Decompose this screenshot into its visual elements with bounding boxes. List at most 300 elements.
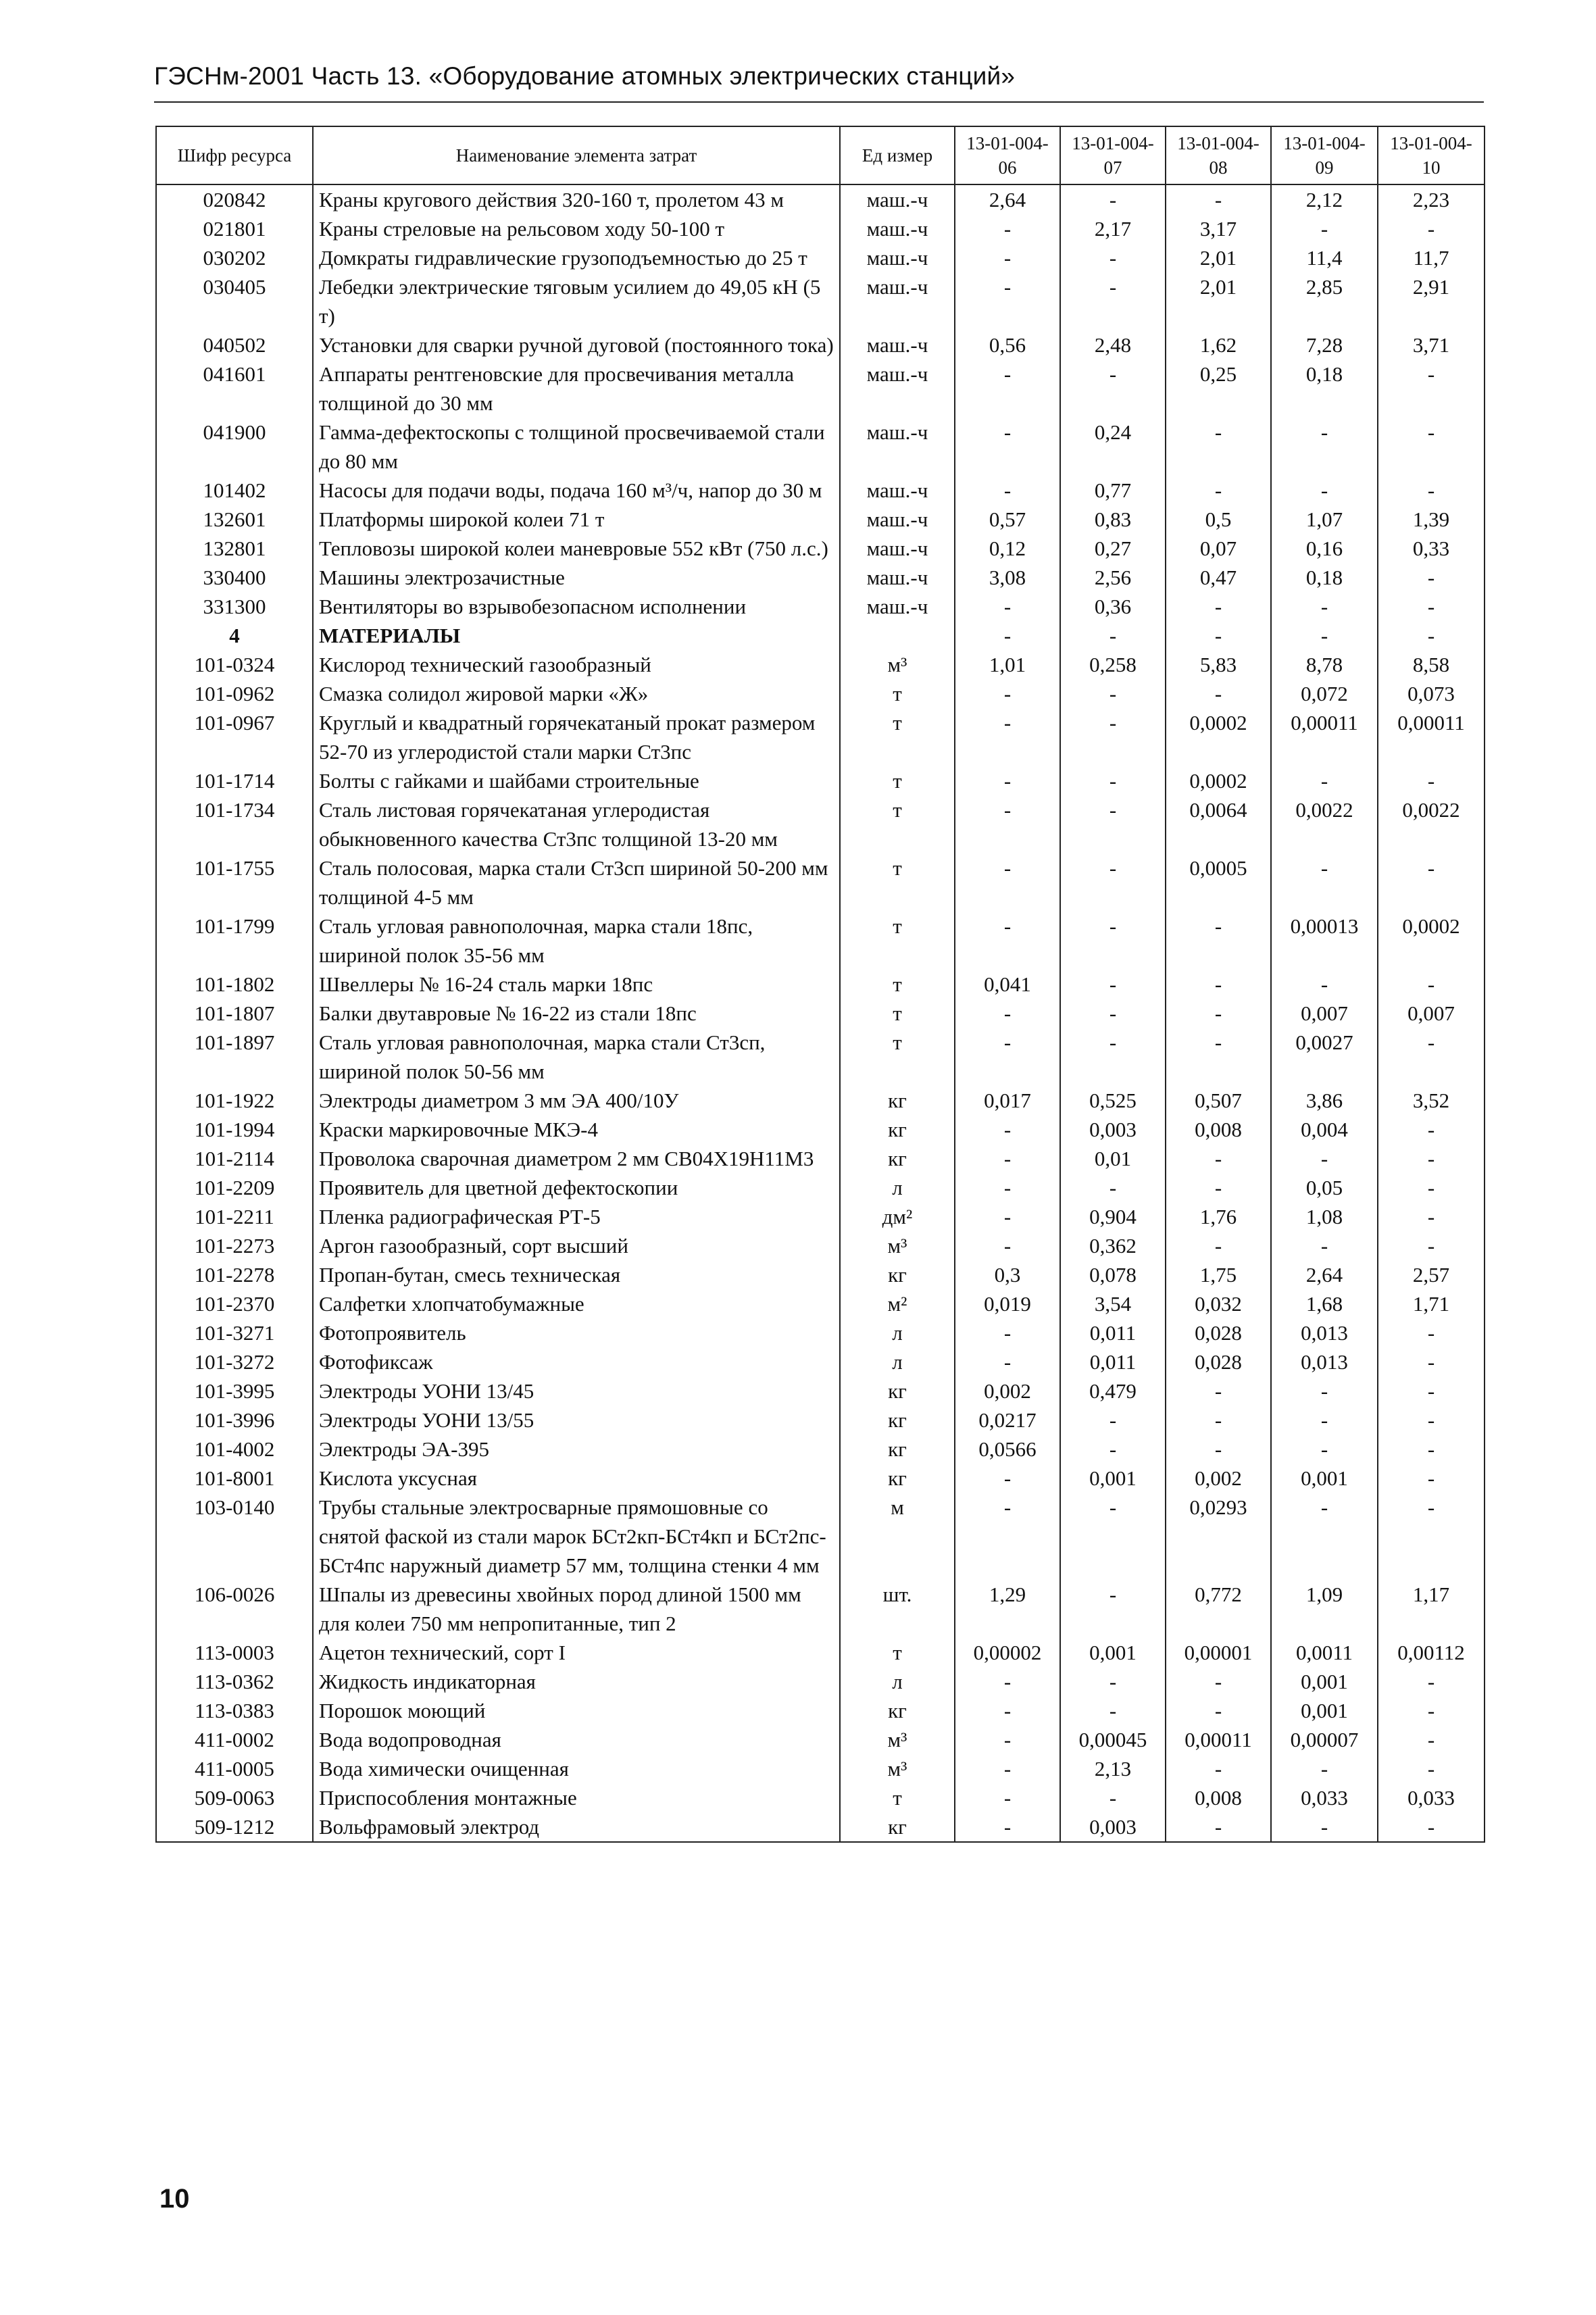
table-row (156, 1638, 1485, 1667)
norm-value: - (1060, 1173, 1166, 1202)
norm-value: 2,91 (1378, 272, 1485, 330)
resource-code: 101-1734 (156, 795, 313, 853)
resource-code: 101-1897 (156, 1028, 313, 1086)
norm-value: 0,00045 (1060, 1725, 1166, 1754)
resource-code: 101-2209 (156, 1173, 313, 1202)
resource-name: Машины электрозачистные (313, 563, 840, 592)
resource-name: Вольфрамовый электрод (313, 1812, 840, 1842)
norm-value: - (955, 214, 1060, 243)
table-row (156, 1812, 1485, 1842)
resource-code: 101-1802 (156, 970, 313, 999)
table-row (156, 534, 1485, 563)
resource-code: 509-0063 (156, 1783, 313, 1812)
norm-value: 0,5 (1166, 505, 1271, 534)
norm-value: - (955, 1464, 1060, 1493)
resource-unit: маш.-ч (840, 592, 955, 621)
norm-value: 0,16 (1271, 534, 1378, 563)
norm-value: 0,00013 (1271, 912, 1378, 970)
norm-value: - (1378, 592, 1485, 621)
norm-value: 0,07 (1166, 534, 1271, 563)
resource-code: 101-2114 (156, 1144, 313, 1173)
resource-name: Сталь листовая горячекатаная углеродистая обыкновенного качества Ст3пс толщиной 13-20 мм (313, 795, 840, 853)
resource-unit: м³ (840, 1725, 955, 1754)
resource-name: Насосы для подачи воды, подача 160 м³/ч, напор до 30 м (313, 476, 840, 505)
norm-value: - (955, 999, 1060, 1028)
norm-value: 2,48 (1060, 330, 1166, 359)
table-row (156, 563, 1485, 592)
table-row (156, 1347, 1485, 1376)
resource-unit: т (840, 766, 955, 795)
norm-value: - (955, 243, 1060, 272)
column-header-004-08: 13-01-004-08 (1166, 126, 1271, 184)
norm-value: - (955, 1028, 1060, 1086)
norm-value: 0,028 (1166, 1318, 1271, 1347)
norm-value: 1,07 (1271, 505, 1378, 534)
norm-value: 2,01 (1166, 272, 1271, 330)
norm-value: - (1271, 1231, 1378, 1260)
table-row (156, 1173, 1485, 1202)
column-header-004-09: 13-01-004-09 (1271, 126, 1378, 184)
norm-value: - (1378, 1405, 1485, 1435)
table-row (156, 766, 1485, 795)
norm-value: 0,00011 (1271, 708, 1378, 766)
table-row (156, 853, 1485, 912)
norm-value: - (955, 1493, 1060, 1580)
norm-value: 0,01 (1060, 1144, 1166, 1173)
norm-value: 0,0293 (1166, 1493, 1271, 1580)
norm-value: - (1378, 1464, 1485, 1493)
norm-value: - (1060, 1696, 1166, 1725)
norm-value: - (1166, 679, 1271, 708)
resource-unit: л (840, 1347, 955, 1376)
norm-value: 2,85 (1271, 272, 1378, 330)
norm-value: - (1271, 1405, 1378, 1435)
norm-value: 0,003 (1060, 1115, 1166, 1144)
resource-unit: т (840, 970, 955, 999)
resource-name: Жидкость индикаторная (313, 1667, 840, 1696)
norm-value: - (955, 1783, 1060, 1812)
norm-value: 0,00011 (1378, 708, 1485, 766)
norm-value: 0,0566 (955, 1435, 1060, 1464)
table-row (156, 1435, 1485, 1464)
norm-value: - (1271, 1144, 1378, 1173)
resource-code: 040502 (156, 330, 313, 359)
resource-code: 101402 (156, 476, 313, 505)
resource-name: Аргон газообразный, сорт высший (313, 1231, 840, 1260)
norm-value: 1,62 (1166, 330, 1271, 359)
norm-value: - (1166, 184, 1271, 214)
norm-value: - (1166, 418, 1271, 476)
norm-value: 0,001 (1271, 1464, 1378, 1493)
table-row (156, 650, 1485, 679)
norm-value: - (955, 1696, 1060, 1725)
resource-code: 103-0140 (156, 1493, 313, 1580)
table-row (156, 912, 1485, 970)
norm-value: 0,033 (1271, 1783, 1378, 1812)
norm-value: - (1060, 1028, 1166, 1086)
norm-value: 0,001 (1060, 1464, 1166, 1493)
resource-code: 113-0362 (156, 1667, 313, 1696)
table-row (156, 243, 1485, 272)
table-row (156, 1115, 1485, 1144)
norm-value: - (1378, 1202, 1485, 1231)
page-number: 10 (159, 2184, 190, 2214)
resource-name: Проволока сварочная диаметром 2 мм СВ04Х19Н11М3 (313, 1144, 840, 1173)
norm-value: 1,68 (1271, 1289, 1378, 1318)
norm-value: 3,17 (1166, 214, 1271, 243)
resource-code: 101-2211 (156, 1202, 313, 1231)
resource-unit: т (840, 1638, 955, 1667)
norm-value: - (955, 418, 1060, 476)
norm-value: - (1378, 1231, 1485, 1260)
norm-value: - (1378, 766, 1485, 795)
norm-value: 0,008 (1166, 1783, 1271, 1812)
table-row (156, 359, 1485, 418)
table-row (156, 1696, 1485, 1725)
resource-name: Трубы стальные электросварные прямошовные со снятой фаской из стали марок БСт2кп-БСт4кп и БСт2пс-БСт4пс наружный диаметр 57 мм, толщина стенки 4 мм (313, 1493, 840, 1580)
resource-unit: т (840, 679, 955, 708)
norm-value: - (1378, 1725, 1485, 1754)
resource-code: 330400 (156, 563, 313, 592)
norm-value: - (955, 912, 1060, 970)
norm-value: - (1378, 1144, 1485, 1173)
resource-code: 101-1922 (156, 1086, 313, 1115)
table-row (156, 184, 1485, 214)
table-row (156, 679, 1485, 708)
resource-unit: м² (840, 1289, 955, 1318)
resource-unit: маш.-ч (840, 359, 955, 418)
norm-value: 0,362 (1060, 1231, 1166, 1260)
resource-unit: м³ (840, 650, 955, 679)
resource-unit: т (840, 795, 955, 853)
norm-value: - (1378, 1667, 1485, 1696)
resource-unit: кг (840, 1696, 955, 1725)
resource-name: Кислота уксусная (313, 1464, 840, 1493)
resource-code: 101-8001 (156, 1464, 313, 1493)
norm-value: - (955, 1812, 1060, 1842)
norm-value: - (1060, 359, 1166, 418)
resource-name: Фотопроявитель (313, 1318, 840, 1347)
resource-code: 101-3996 (156, 1405, 313, 1435)
norm-value: - (1271, 621, 1378, 650)
resource-name: Вода химически очищенная (313, 1754, 840, 1783)
norm-value: - (1378, 621, 1485, 650)
resource-name: Краны стреловые на рельсовом ходу 50-100 т (313, 214, 840, 243)
norm-value: - (1378, 1754, 1485, 1783)
table-row (156, 1464, 1485, 1493)
table-row (156, 476, 1485, 505)
resource-name: Домкраты гидравлические грузоподъемностью до 25 т (313, 243, 840, 272)
table-row (156, 330, 1485, 359)
norm-value: - (1166, 1435, 1271, 1464)
norm-value: - (1378, 1696, 1485, 1725)
table-row (156, 999, 1485, 1028)
resource-unit: маш.-ч (840, 534, 955, 563)
norm-value: - (1378, 1347, 1485, 1376)
resource-name: Тепловозы широкой колеи маневровые 552 кВт (750 л.с.) (313, 534, 840, 563)
norm-value: 1,75 (1166, 1260, 1271, 1289)
norm-value: 0,001 (1271, 1696, 1378, 1725)
norm-value: 0,013 (1271, 1318, 1378, 1347)
resource-name: МАТЕРИАЛЫ (313, 621, 840, 650)
resource-unit: маш.-ч (840, 184, 955, 214)
norm-value: 0,12 (955, 534, 1060, 563)
resource-code: 101-1994 (156, 1115, 313, 1144)
resource-code: 113-0003 (156, 1638, 313, 1667)
norm-value: 0,56 (955, 330, 1060, 359)
resource-name: Установки для сварки ручной дуговой (постоянного тока) (313, 330, 840, 359)
norm-value: 0,57 (955, 505, 1060, 534)
column-header-004-06: 13-01-004-06 (955, 126, 1060, 184)
norm-value: - (955, 272, 1060, 330)
resource-code: 101-0324 (156, 650, 313, 679)
norm-value: 0,77 (1060, 476, 1166, 505)
norm-value: - (1378, 1115, 1485, 1144)
norm-value: - (1271, 592, 1378, 621)
norm-value: - (1060, 970, 1166, 999)
table-row (156, 1580, 1485, 1638)
norm-value: - (1166, 1376, 1271, 1405)
norm-value: 0,028 (1166, 1347, 1271, 1376)
norm-value: - (955, 1115, 1060, 1144)
norm-value: - (955, 476, 1060, 505)
norm-value: - (1060, 1667, 1166, 1696)
norm-value: - (1060, 621, 1166, 650)
table-row (156, 214, 1485, 243)
table-row (156, 1754, 1485, 1783)
norm-value: - (1271, 766, 1378, 795)
norm-value: 0,032 (1166, 1289, 1271, 1318)
resource-unit: кг (840, 1464, 955, 1493)
norm-value: 1,76 (1166, 1202, 1271, 1231)
norm-value: - (955, 1347, 1060, 1376)
resource-name: Проявитель для цветной дефектоскопии (313, 1173, 840, 1202)
table-row (156, 970, 1485, 999)
norm-value: 2,23 (1378, 184, 1485, 214)
column-header-004-10: 13-01-004-10 (1378, 126, 1485, 184)
resource-name: Пропан-бутан, смесь техническая (313, 1260, 840, 1289)
norm-value: - (1378, 476, 1485, 505)
resource-name: Электроды УОНИ 13/55 (313, 1405, 840, 1435)
norm-value: - (1271, 1812, 1378, 1842)
resource-code: 101-4002 (156, 1435, 313, 1464)
resource-unit: маш.-ч (840, 272, 955, 330)
resource-code: 101-3271 (156, 1318, 313, 1347)
norm-value: - (1166, 1028, 1271, 1086)
norm-value: - (1166, 1667, 1271, 1696)
norm-value: - (955, 1667, 1060, 1696)
norm-value: - (1271, 1754, 1378, 1783)
resource-unit: маш.-ч (840, 563, 955, 592)
resource-code: 113-0383 (156, 1696, 313, 1725)
norm-value: 1,09 (1271, 1580, 1378, 1638)
norm-value: 3,52 (1378, 1086, 1485, 1115)
norm-value: 1,71 (1378, 1289, 1485, 1318)
table-row (156, 1289, 1485, 1318)
resource-unit: маш.-ч (840, 476, 955, 505)
norm-value: 2,57 (1378, 1260, 1485, 1289)
norm-value: - (1378, 1318, 1485, 1347)
norm-value: - (1060, 795, 1166, 853)
norm-value: 0,36 (1060, 592, 1166, 621)
norm-value: - (1378, 1028, 1485, 1086)
norm-value: - (1060, 679, 1166, 708)
resource-unit (840, 621, 955, 650)
norm-value: 0,00011 (1166, 1725, 1271, 1754)
norm-value: - (1060, 912, 1166, 970)
norm-value: - (1271, 214, 1378, 243)
norm-value: 0,008 (1166, 1115, 1271, 1144)
norm-value: - (1271, 476, 1378, 505)
norm-value: 0,0002 (1166, 708, 1271, 766)
resource-name: Вентиляторы во взрывобезопасном исполнении (313, 592, 840, 621)
norm-value: - (955, 679, 1060, 708)
norm-value: - (1378, 563, 1485, 592)
norm-value: 0,0027 (1271, 1028, 1378, 1086)
resource-code: 411-0005 (156, 1754, 313, 1783)
norm-value: 8,58 (1378, 650, 1485, 679)
norm-value: - (1060, 1783, 1166, 1812)
resource-name: Сталь угловая равнополочная, марка стали Ст3сп, шириной полок 50-56 мм (313, 1028, 840, 1086)
resource-name: Пленка радиографическая РТ-5 (313, 1202, 840, 1231)
norm-value: 0,33 (1378, 534, 1485, 563)
norm-value: - (1166, 476, 1271, 505)
norm-value: 0,007 (1271, 999, 1378, 1028)
table-row (156, 1028, 1485, 1086)
norm-value: 1,17 (1378, 1580, 1485, 1638)
norm-value: - (1166, 1231, 1271, 1260)
norm-value: - (1060, 272, 1166, 330)
resource-code: 101-1714 (156, 766, 313, 795)
norm-value: - (1378, 214, 1485, 243)
norm-value: 0,24 (1060, 418, 1166, 476)
norm-value: - (955, 1202, 1060, 1231)
norm-value: - (1166, 912, 1271, 970)
resource-name: Электроды диаметром 3 мм ЭА 400/10У (313, 1086, 840, 1115)
norm-value: - (1166, 999, 1271, 1028)
norm-value: 0,00007 (1271, 1725, 1378, 1754)
norm-value: - (1166, 1173, 1271, 1202)
column-header-name: Наименование элемента затрат (313, 126, 840, 184)
resource-name: Порошок моющий (313, 1696, 840, 1725)
norm-value: - (1378, 359, 1485, 418)
resource-code: 101-1799 (156, 912, 313, 970)
norm-value: 0,00001 (1166, 1638, 1271, 1667)
norm-value: - (1378, 1435, 1485, 1464)
norm-value: 0,0022 (1378, 795, 1485, 853)
resource-code: 101-3995 (156, 1376, 313, 1405)
resource-name: Приспособления монтажные (313, 1783, 840, 1812)
resource-code: 101-1807 (156, 999, 313, 1028)
resource-unit: кг (840, 1086, 955, 1115)
norm-value: 7,28 (1271, 330, 1378, 359)
resource-code: 101-0967 (156, 708, 313, 766)
column-header-code: Шифр ресурса (156, 126, 313, 184)
norm-value: 0,011 (1060, 1347, 1166, 1376)
resource-unit: т (840, 708, 955, 766)
norm-value: - (1060, 853, 1166, 912)
resource-name: Швеллеры № 16-24 сталь марки 18пс (313, 970, 840, 999)
table-row (156, 1231, 1485, 1260)
norm-value: - (1166, 1754, 1271, 1783)
norm-value: 0,18 (1271, 359, 1378, 418)
resource-unit: т (840, 912, 955, 970)
norm-value: 2,12 (1271, 184, 1378, 214)
norm-value: - (1378, 853, 1485, 912)
resource-name: Электроды ЭА-395 (313, 1435, 840, 1464)
norm-value: - (1166, 1696, 1271, 1725)
norm-value: 0,904 (1060, 1202, 1166, 1231)
resource-unit: шт. (840, 1580, 955, 1638)
norm-value: - (955, 1173, 1060, 1202)
norm-value: 0,47 (1166, 563, 1271, 592)
norm-value: 1,29 (955, 1580, 1060, 1638)
resource-name: Сталь угловая равнополочная, марка стали 18пс, шириной полок 35-56 мм (313, 912, 840, 970)
norm-value: 0,83 (1060, 505, 1166, 534)
resource-code: 132601 (156, 505, 313, 534)
norm-value: - (1166, 592, 1271, 621)
resource-name: Балки двутавровые № 16-22 из стали 18пс (313, 999, 840, 1028)
norm-value: 0,002 (955, 1376, 1060, 1405)
resource-unit: кг (840, 1260, 955, 1289)
norm-value: 11,7 (1378, 243, 1485, 272)
norm-value: - (955, 708, 1060, 766)
norm-value: 0,0011 (1271, 1638, 1378, 1667)
norm-value: - (1378, 418, 1485, 476)
resource-table (155, 126, 1485, 1843)
norm-value: 0,0064 (1166, 795, 1271, 853)
resource-name: Краски маркировочные МКЭ-4 (313, 1115, 840, 1144)
norm-value: - (1060, 708, 1166, 766)
norm-value: - (1166, 1405, 1271, 1435)
norm-value: 1,01 (955, 650, 1060, 679)
norm-value: 3,86 (1271, 1086, 1378, 1115)
resource-unit: маш.-ч (840, 243, 955, 272)
norm-value: - (1166, 1144, 1271, 1173)
table-row (156, 1667, 1485, 1696)
resource-name: Сталь полосовая, марка стали Ст3сп шириной 50-200 мм толщиной 4-5 мм (313, 853, 840, 912)
resource-name: Фотофиксаж (313, 1347, 840, 1376)
resource-name: Краны кругового действия 320-160 т, пролетом 43 м (313, 184, 840, 214)
norm-value: 0,003 (1060, 1812, 1166, 1842)
norm-value: - (1378, 1812, 1485, 1842)
norm-value: 0,011 (1060, 1318, 1166, 1347)
table-row (156, 1725, 1485, 1754)
norm-value: - (955, 1318, 1060, 1347)
norm-value: - (955, 766, 1060, 795)
resource-code: 101-0962 (156, 679, 313, 708)
column-header-004-07: 13-01-004-07 (1060, 126, 1166, 184)
table-row (156, 1260, 1485, 1289)
table-header-row (156, 126, 1485, 184)
resource-name: Болты с гайками и шайбами строительные (313, 766, 840, 795)
page-header-title: ГЭСНм-2001 Часть 13. «Оборудование атомных электрических станций» (154, 62, 1016, 90)
resource-name: Платформы широкой колеи 71 т (313, 505, 840, 534)
norm-value: 11,4 (1271, 243, 1378, 272)
resource-code: 101-3272 (156, 1347, 313, 1376)
resource-unit: л (840, 1318, 955, 1347)
resource-unit: л (840, 1667, 955, 1696)
resource-unit: дм² (840, 1202, 955, 1231)
resource-unit: маш.-ч (840, 418, 955, 476)
norm-value: - (1060, 1435, 1166, 1464)
norm-value: 0,0217 (955, 1405, 1060, 1435)
resource-name: Лебедки электрические тяговым усилием до 49,05 кН (5 т) (313, 272, 840, 330)
norm-value: 0,0005 (1166, 853, 1271, 912)
resource-code: 4 (156, 621, 313, 650)
norm-value: - (1060, 184, 1166, 214)
resource-unit: т (840, 1783, 955, 1812)
